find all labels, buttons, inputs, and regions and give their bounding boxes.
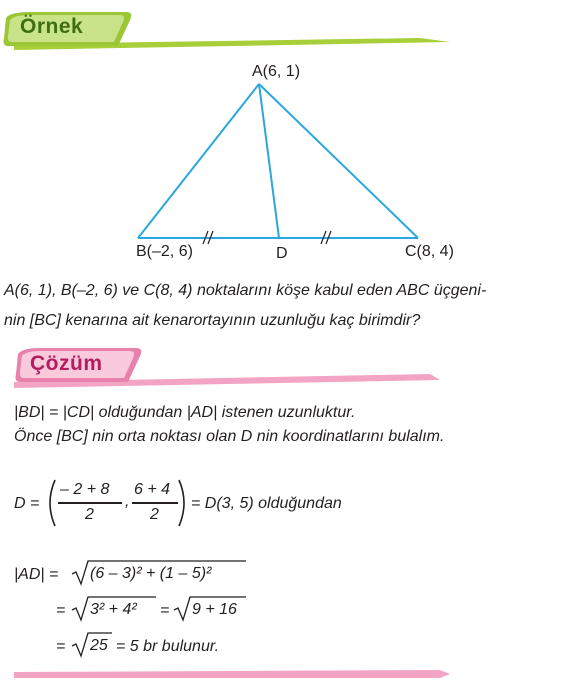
eq3-result: = 5 br bulunur.	[116, 638, 220, 655]
fraction-1-denominator: 2	[85, 506, 94, 523]
left-paren	[44, 478, 58, 528]
side-ab	[138, 84, 259, 238]
d-equation-lhs: D =	[14, 495, 40, 512]
eq3-equals: =	[56, 638, 66, 655]
side-ac	[259, 84, 418, 238]
triangle-figure	[0, 0, 569, 270]
eq2-radicand-a: 3² + 4²	[90, 601, 137, 618]
fraction-2-numerator: 6 + 4	[134, 481, 171, 498]
vertex-a-label: A(6, 1)	[252, 63, 301, 80]
example-title: Örnek	[20, 15, 84, 38]
question-line-1: A(6, 1), B(–2, 6) ve C(8, 4) noktalarını köşe kabul eden ABC üçgeni-	[4, 282, 487, 299]
ad-equation-lhs: |AD| =	[14, 566, 59, 583]
fraction-separator: ,	[125, 493, 130, 510]
point-d-label: D	[276, 245, 288, 262]
fraction-2-bar	[132, 502, 178, 504]
solution-line-1: |BD| = |CD| olduğundan |AD| istenen uzunluktur.	[14, 404, 356, 421]
question-line-2: nin [BC] kenarına ait kenarortayının uzunluğu kaç birimdir?	[4, 312, 421, 329]
right-paren	[176, 478, 190, 528]
median-ad	[259, 84, 279, 238]
vertex-b-label: B(–2, 6)	[136, 243, 193, 260]
solution-line-2: Önce [BC] nin orta noktası olan D nin koordinatlarını bulalım.	[14, 428, 445, 445]
fraction-2-denominator: 2	[150, 506, 159, 523]
ad-radicand: (6 – 3)² + (1 – 5)²	[90, 565, 212, 582]
eq2-radicand-b: 9 + 16	[192, 601, 237, 618]
eq2-equals: =	[56, 602, 66, 619]
solution-title: Çözüm	[30, 352, 103, 375]
bottom-divider	[0, 668, 569, 682]
fraction-1-numerator: – 2 + 8	[60, 481, 110, 498]
eq2-equals-mid: =	[160, 602, 170, 619]
vertex-c-label: C(8, 4)	[405, 243, 454, 260]
d-equation-rhs: = D(3, 5) olduğundan	[191, 495, 342, 512]
eq3-radicand: 25	[90, 637, 108, 654]
solution-header	[0, 346, 569, 390]
fraction-1-bar	[58, 502, 122, 504]
